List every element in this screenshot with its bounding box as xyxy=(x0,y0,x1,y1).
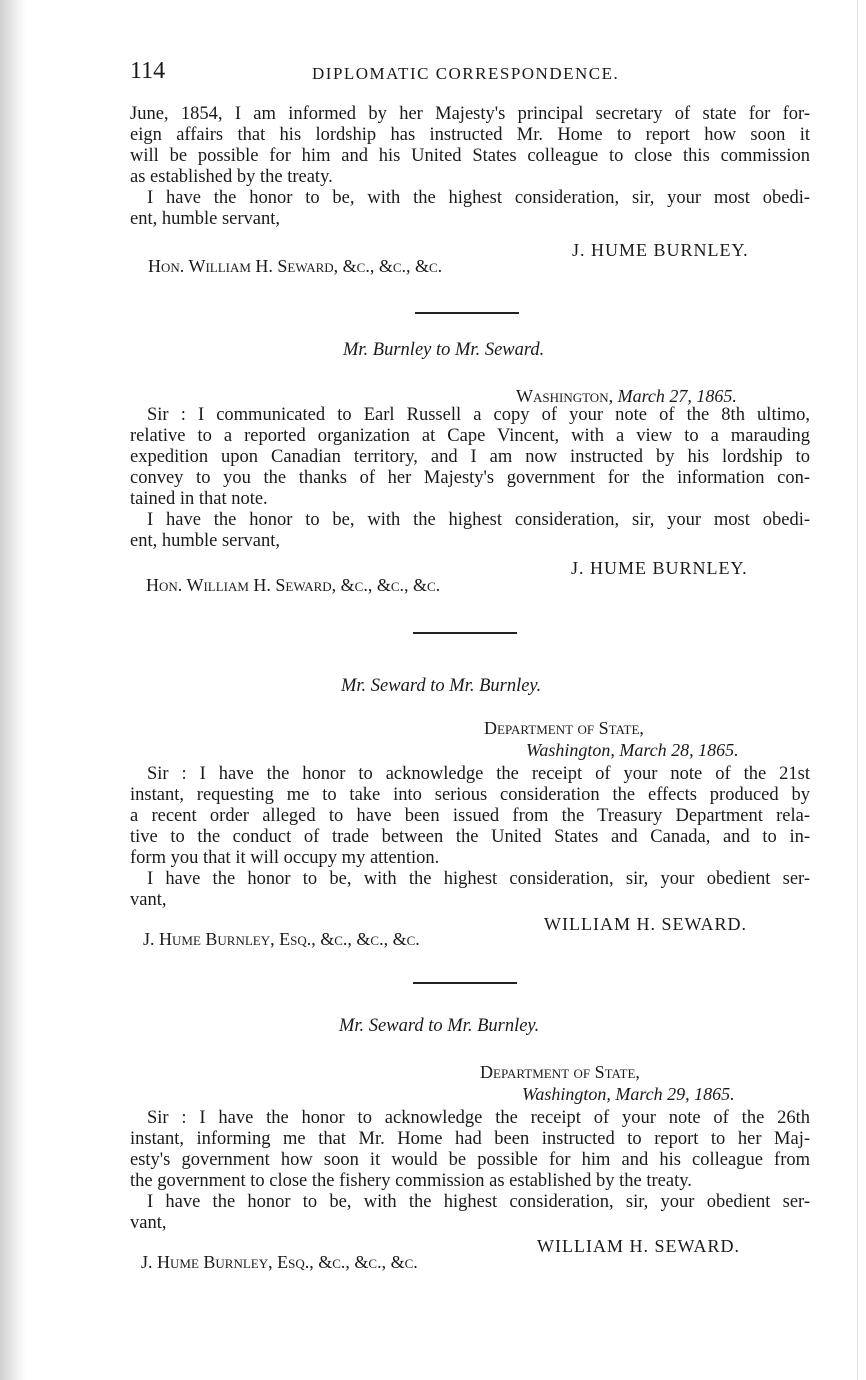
body-line: form you that it will occupy my attention. xyxy=(130,848,440,868)
body-line: instant, informing me that Mr. Home had been instructed to report to her Maj- xyxy=(130,1129,810,1149)
letter1-body xyxy=(130,104,810,230)
dateline-place: Department of State, xyxy=(484,718,644,738)
body-line: tained in that note. xyxy=(130,489,268,509)
body-line: as established by the treaty. xyxy=(130,167,333,187)
body-line: a recent order alleged to have been issued from the Treasury Department rela- xyxy=(130,806,810,826)
signature: WILLIAM H. SEWARD. xyxy=(537,1236,740,1256)
page-edge xyxy=(857,0,858,1380)
section-divider xyxy=(415,312,519,314)
letter-heading: Mr. Burnley to Mr. Seward. xyxy=(343,340,545,360)
closing-line: vant, xyxy=(130,890,167,910)
closing-line: ent, humble servant, xyxy=(130,531,281,551)
addressee: J. Hume Burnley, Esq., &c., &c., &c. xyxy=(141,1252,418,1272)
closing-line: vant, xyxy=(130,1213,167,1233)
signature: WILLIAM H. SEWARD. xyxy=(544,914,747,934)
body-line: esty's government how soon it would be possible for him and his colleague from xyxy=(130,1150,810,1170)
binding-shadow xyxy=(0,0,26,1380)
body-line: Sir : I communicated to Earl Russell a copy of your note of the 8th ultimo, xyxy=(147,405,810,425)
running-title: DIPLOMATIC CORRESPONDENCE. xyxy=(312,64,620,83)
body-line: June, 1854, I am informed by her Majesty's principal secretary of state for for- xyxy=(130,104,810,124)
dateline-place: Washington, xyxy=(516,386,614,406)
dateline-date: March 27, 1865. xyxy=(617,386,737,406)
letter-heading: Mr. Seward to Mr. Burnley. xyxy=(339,1016,540,1036)
signature: J. HUME BURNLEY. xyxy=(571,558,748,578)
closing-line: ent, humble servant, xyxy=(130,209,281,229)
section-divider xyxy=(413,982,517,984)
body-line: will be possible for him and his United States colleague to close this commission xyxy=(130,146,810,166)
addressee: Hon. William H. Seward, &c., &c., &c. xyxy=(146,575,441,595)
body-line: instant, requesting me to take into serious consideration the effects produced by xyxy=(130,785,810,805)
body-line: Sir : I have the honor to acknowledge the receipt of your note of the 21st xyxy=(147,764,810,784)
body-line: tive to the conduct of trade between the United States and Canada, and to in- xyxy=(130,827,810,847)
page-number: 114 xyxy=(130,58,166,84)
page-header xyxy=(130,58,810,88)
closing-line: I have the honor to be, with the highest consideration, sir, your obedient ser- xyxy=(147,869,810,889)
addressee: J. Hume Burnley, Esq., &c., &c., &c. xyxy=(143,929,420,949)
dateline xyxy=(516,386,737,407)
closing-line: I have the honor to be, with the highest consideration, sir, your most obedi- xyxy=(147,510,810,530)
dateline-place: Department of State, xyxy=(480,1062,640,1082)
closing-line: I have the honor to be, with the highest consideration, sir, your most obedi- xyxy=(147,188,810,208)
closing-line: I have the honor to be, with the highest consideration, sir, your obedient ser- xyxy=(147,1192,810,1212)
body-line: relative to a reported organization at Cape Vincent, with a view to a marauding xyxy=(130,426,810,446)
dateline-date: Washington, March 28, 1865. xyxy=(526,740,739,760)
dateline-date: Washington, March 29, 1865. xyxy=(522,1084,735,1104)
letter3-body xyxy=(130,764,810,911)
signature: J. HUME BURNLEY. xyxy=(572,240,749,260)
body-line: expedition upon Canadian territory, and I am now instructed by his lordship to xyxy=(130,447,810,467)
body-line: the government to close the fishery commission as established by the treaty. xyxy=(130,1171,692,1191)
body-line: convey to you the thanks of her Majesty's government for the information con- xyxy=(130,468,810,488)
letter-heading: Mr. Seward to Mr. Burnley. xyxy=(341,676,542,696)
letter2-body xyxy=(130,405,810,552)
body-line: eign affairs that his lordship has instructed Mr. Home to report how soon it xyxy=(130,125,810,145)
addressee: Hon. William H. Seward, &c., &c., &c. xyxy=(148,256,443,276)
body-line: Sir : I have the honor to acknowledge the receipt of your note of the 26th xyxy=(147,1108,810,1128)
letter4-body xyxy=(130,1108,810,1234)
section-divider xyxy=(413,632,517,634)
